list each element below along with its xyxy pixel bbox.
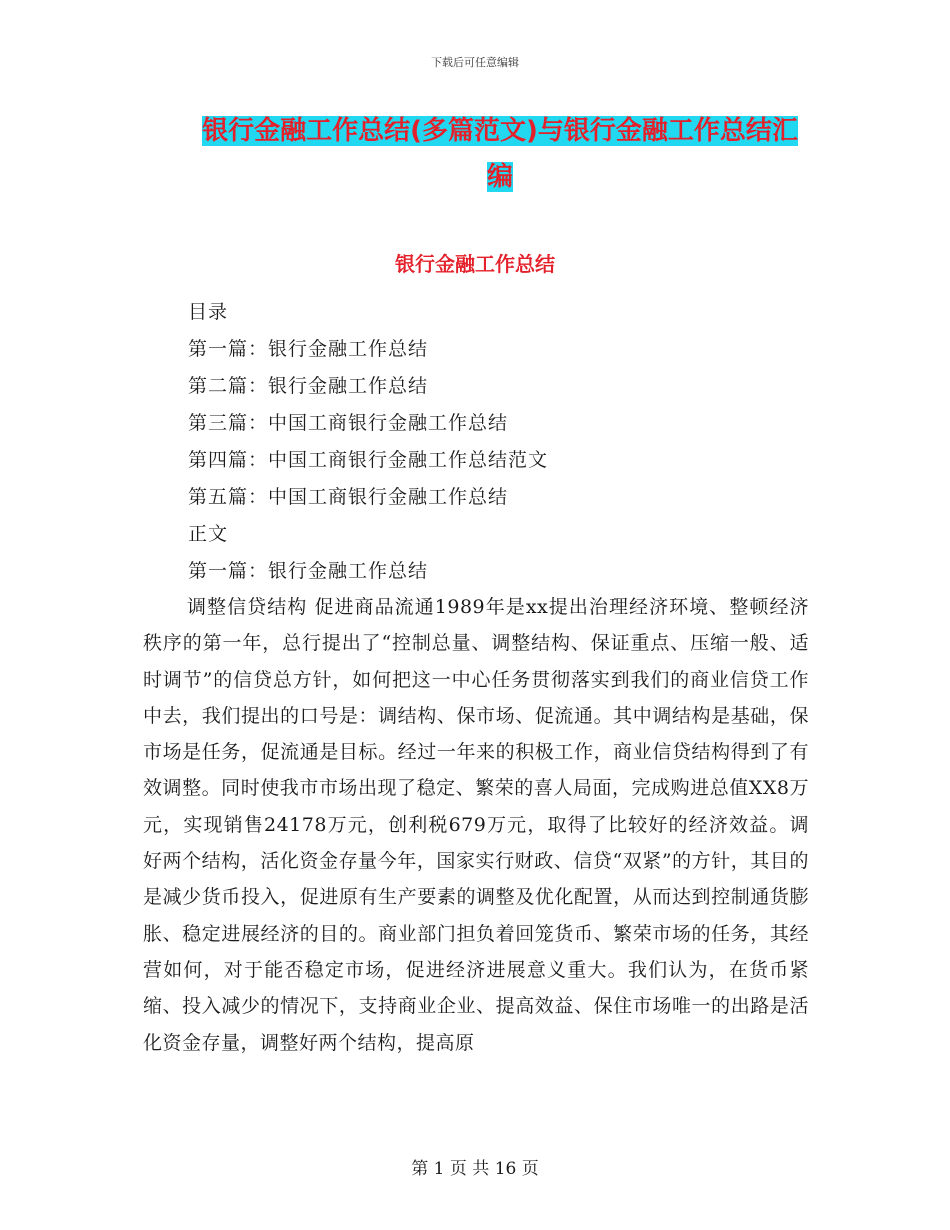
body-label: 正文 xyxy=(188,523,229,545)
toc-label: 目录 xyxy=(188,301,229,323)
toc-item: 第二篇：银行金融工作总结 xyxy=(188,375,429,397)
document-title-line-2: 编 xyxy=(486,162,513,192)
document-title-line-1: 银行金融工作总结(多篇范文)与银行金融工作总结汇 xyxy=(202,116,798,146)
toc-item: 第五篇：中国工商银行金融工作总结 xyxy=(188,486,509,508)
header-note: 下载后可任意编辑 xyxy=(431,56,519,69)
toc-item: 第四篇：中国工商银行金融工作总结范文 xyxy=(188,449,549,471)
document-title xyxy=(140,108,860,200)
toc-item: 第三篇：中国工商银行金融工作总结 xyxy=(188,412,509,434)
page-footer: 第 1 页 共 16 页 xyxy=(411,1159,539,1179)
section-title: 银行金融工作总结 xyxy=(395,252,555,276)
toc-item: 第一篇：银行金融工作总结 xyxy=(188,338,429,360)
body-paragraph: 调整信贷结构 促进商品流通1989年是xx提出治理经济环境、整顿经济秩序的第一年，总行提出了“控制总量、调整结构、保证重点、压缩一般、适时调节”的信贷总方针，如何把这一中心任务贯彻落实到我们的商业信贷工作中去，我们提出的口号是：调结构、保市场、促流通。其中调结构是基础，保市场是任务，促流通是目标。经过一年来的积极工作，商业信贷结构得到了有效调整。同时使我市市场出现了稳定、繁荣的喜人局面，完成购进总值XX8万元，实现销售24178万元，创利税679万元，取得了比较好的经济效益。调好两个结构，活化资金存量今年，国家实行财政、信贷“双紧”的方针，其目的是减少货币投入，促进原有生产要素的调整及优化配置，从而达到控制通货膨胀、稳定进展经济的目的。商业部门担负着回笼货币、繁荣市场的任务，其经营如何，对于能否稳定市场，促进经济进展意义重大。我们认为，在货币紧缩、投入减少的情况下，支持商业企业、提高效益、保住市场唯一的出路是活化资金存量，调整好两个结构，提高原 xyxy=(143,596,809,1054)
chapter-heading: 第一篇：银行金融工作总结 xyxy=(188,560,429,582)
table-of-contents xyxy=(188,294,828,590)
